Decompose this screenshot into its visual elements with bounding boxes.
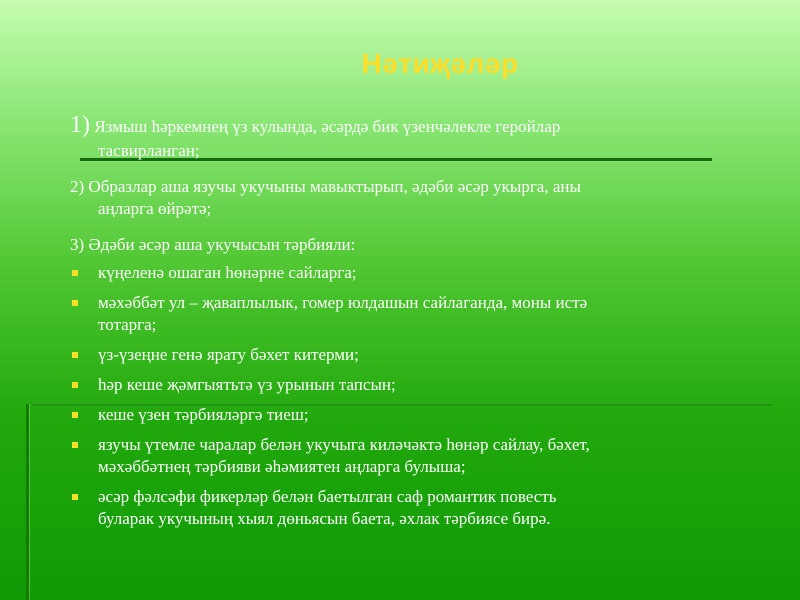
bullet-item [70,486,790,530]
bullet-marker-icon [72,300,78,306]
item-3 [70,234,790,256]
bullet-item [70,344,790,366]
bullet-item [70,262,790,284]
bullet-line-1: мәхәббәт ул – җаваплылык, гомер юлдашын сайлаганда, моны истә [98,293,588,312]
bullet-line-1: күңеленә ошаган һөнәрне сайларга; [98,263,357,282]
item-1-number: 1) [70,112,90,138]
bullet-line-1: әсәр фәлсәфи фикерләр белән баетылган саф романтик повесть [98,487,557,506]
item-1-line-1: Язмыш һәркемнең үз кулында, әсәрдә бик үзенчәлекле геройлар [90,117,561,136]
bullet-marker-icon [72,270,78,276]
item-3-line-1: 3) Әдәби әсәр аша укучысын тәрбияли: [70,235,356,254]
item-2-line-1: 2) Образлар аша язучы укучыны мавыктырып, әдәби әсәр укырга, аны [70,177,581,196]
bullet-marker-icon [72,494,78,500]
bullet-line-1: кеше үзен тәрбияләргә тиеш; [98,405,309,424]
bullet-marker-icon [72,442,78,448]
bullet-marker-icon [72,412,78,418]
item-1-line-2: тасвирланган; [98,141,200,160]
bullet-marker-icon [72,352,78,358]
bullet-line-2: буларак укучының хыял дөньясын баета, әхлак тәрбиясе бирә. [98,509,551,528]
bullet-line-2: тотарга; [98,315,157,334]
bullet-item [70,434,790,478]
bullet-line-1: һәр кеше җәмгыятьтә үз урынын тапсын; [98,375,396,394]
item-1 [70,112,790,162]
bullet-marker-icon [72,382,78,388]
bullet-line-2: мәхәббәтнең тәрбияви әһәмиятен аңларга булыша; [98,457,466,476]
bullet-line-1: язучы үтемле чаралар белән укучыга киләчәктә һөнәр сайлау, бәхет, [98,435,590,454]
slide-title: Нәтиҗәләр [361,48,519,79]
bullet-item [70,374,790,396]
item-2 [70,176,790,220]
bullet-line-1: үз-үзеңне генә ярату бәхет китерми; [98,345,359,364]
bullet-list [70,262,790,538]
bullet-item [70,292,790,336]
bullet-item [70,404,790,426]
decorative-line-left-highlight [29,404,30,600]
item-2-line-2: аңларга өйрәтә; [98,199,212,218]
